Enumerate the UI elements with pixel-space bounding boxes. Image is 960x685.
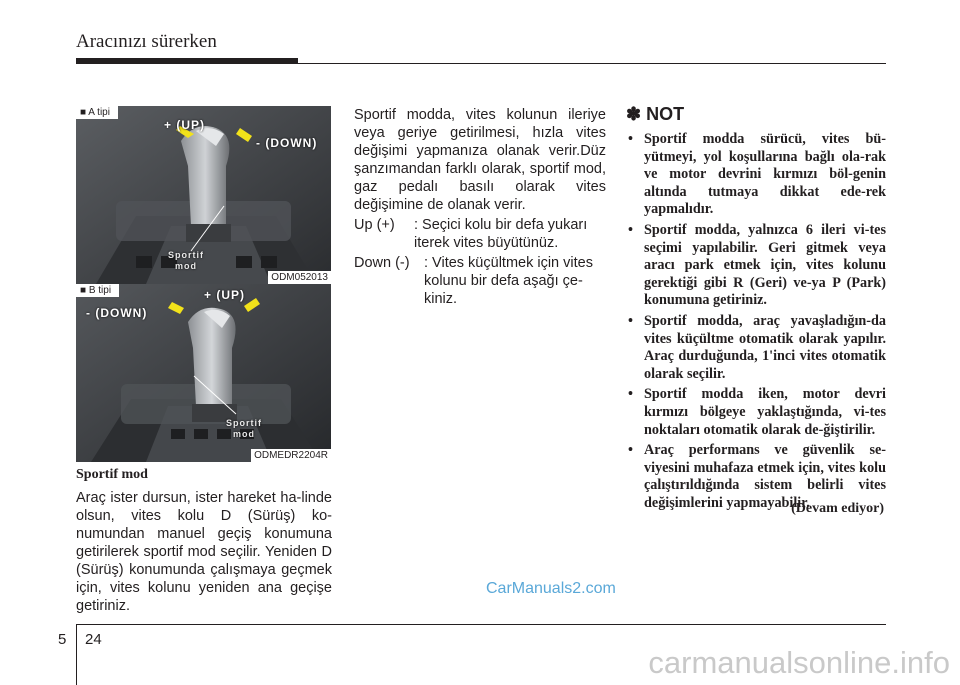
- down-label-a: - (DOWN): [256, 136, 318, 150]
- footer-divider: [76, 624, 77, 685]
- definition-down: [354, 254, 614, 308]
- definition-up: [354, 216, 614, 252]
- page-number: 24: [85, 631, 102, 648]
- note-item: • Sportif modda, araç yavaşladığın-da vites küçültme otomatik olarak yapılır. Araç durduğunda, 1'inci vites otomatik olarak seçilir.: [628, 313, 886, 383]
- section-heading: Sportif mod: [76, 467, 148, 482]
- definition-term: Down (-): [354, 255, 410, 271]
- definition-term: Up (+): [354, 217, 395, 233]
- sport-mode-label-a: Sportif mod: [168, 250, 204, 271]
- shift-lever-photo-a: [76, 106, 331, 284]
- note-item: • Sportif modda iken, motor devri kırmızı bölgeye yaklaştığında, vi-tes noktaları otomatik olarak de-ğiştirilir.: [628, 386, 886, 439]
- site-watermark: carmanualsonline.info: [648, 645, 950, 680]
- watermark-link[interactable]: CarManuals2.com: [486, 580, 616, 597]
- down-label-b: - (DOWN): [86, 306, 148, 320]
- section-number: 5: [58, 631, 67, 648]
- note-title: ✽ NOT: [626, 104, 685, 124]
- sport-mode-label-b: Sportif mod: [226, 418, 262, 439]
- continued-note: (Devam ediyor): [791, 501, 884, 516]
- footer-rule: [76, 624, 886, 625]
- note-item: • Araç performans ve güvenlik se-viyesini muhafaza etmek için, vites kolu çalıştırıldığında sistem belirli vites değişimlerini yapmayabilir.: [628, 442, 886, 512]
- header-rule: [76, 63, 886, 64]
- left-paragraph: Araç ister dursun, ister hareket ha-linde olsun, vites kolu D (Sürüş) ko-numundan manuel geçiş konumuna getirilerek sportif mod seçilir. Yeniden D (Sürüş) konumunda çalışmaya geçmek için, vites kolunu yeniden ana geçişe getiriniz.: [76, 490, 332, 614]
- shift-lever-photo-b: [76, 284, 331, 462]
- figure-code-a: ODM052013: [268, 271, 331, 284]
- middle-paragraph: Sportif modda, vites kolunun ileriye veya geriye getirilmesi, hızla vites değişimi yapmanıza olanak verir.Düz şanzımandan farklı olarak, sportif mod, gaz pedalı basılı olarak vites değişimine de olanak verir.: [354, 107, 606, 213]
- note-item: • Sportif modda, yalnızca 6 ileri vi-tes seçimi yapılabilir. Geri gitmek veya aracı park etmek için, vites kolunu gerektiği gibi R (Geri) ve-ya P (Park) konumuna getiriniz.: [628, 222, 886, 310]
- up-label-a: + (UP): [164, 118, 206, 132]
- figure-tag-a: ■ A tipi: [76, 106, 118, 119]
- note-item: • Sportif modda sürücü, vites bü-yütmeyi, yol koşullarına bağlı ola-rak ve motor devrini kırmızı böl-genin altında tutmaya dikkat ede-rek yapmalıdır.: [628, 131, 886, 219]
- header-title: Aracınızı sürerken: [76, 31, 217, 52]
- definition-desc: : Vites küçültmek için vites kolunu bir defa aşağı çe-kiniz.: [424, 255, 593, 307]
- note-list: [628, 131, 886, 515]
- figure-code-b: ODMEDR2204R: [251, 449, 331, 462]
- definition-desc: : Seçici kolu bir defa yukarı iterek vites büyütünüz.: [414, 217, 588, 251]
- figure-tag-b: ■ B tipi: [76, 284, 119, 297]
- up-label-b: + (UP): [204, 288, 246, 302]
